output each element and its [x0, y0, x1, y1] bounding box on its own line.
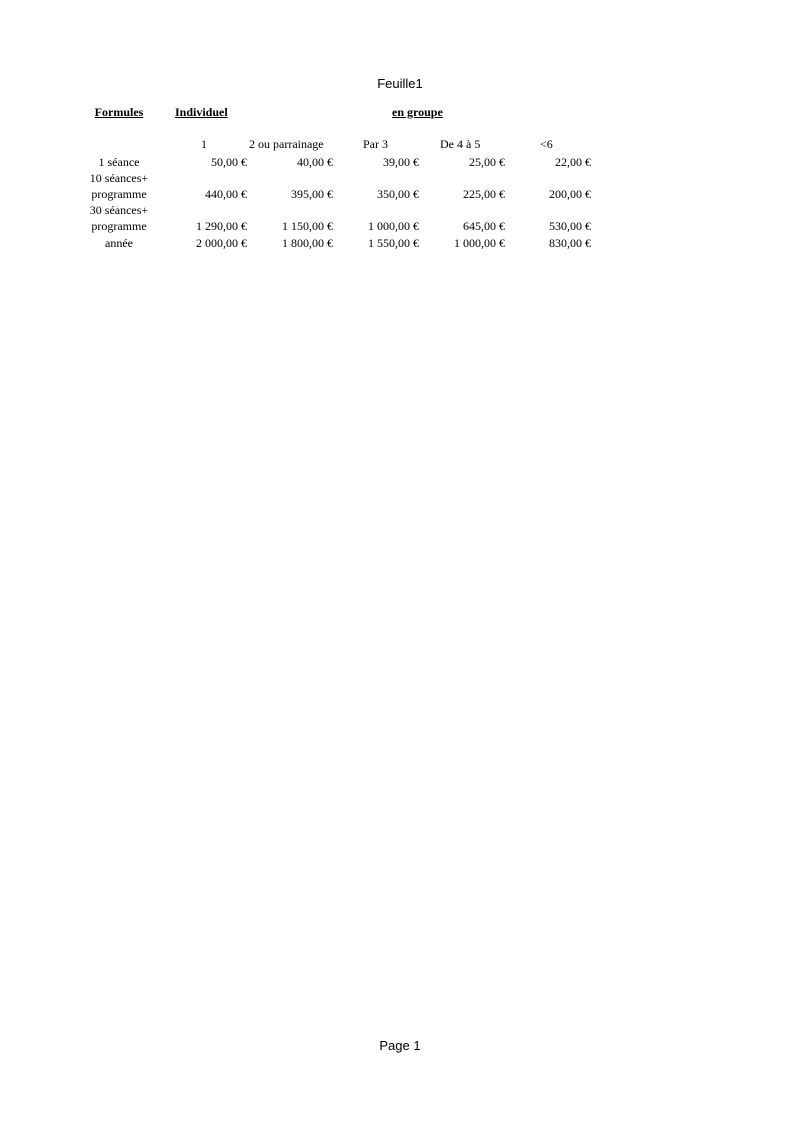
table-cell: 39,00 € [383, 155, 419, 169]
page-footer: Page 1 [379, 1038, 421, 1053]
row-label-10-seances-line2: programme [91, 187, 147, 201]
row-label-1-seance: 1 séance [98, 155, 140, 169]
table-cell: 25,00 € [469, 155, 505, 169]
table-cell: 1 150,00 € [282, 219, 333, 233]
table-cell: 395,00 € [291, 187, 333, 201]
table-cell: 1 000,00 € [368, 219, 419, 233]
row-label-30-seances-line2: programme [91, 219, 147, 233]
table-cell: 1 000,00 € [454, 236, 505, 250]
subheader-1: 1 [201, 137, 207, 151]
table-cell: 830,00 € [549, 236, 591, 250]
table-cell: 1 800,00 € [282, 236, 333, 250]
table-cell: 200,00 € [549, 187, 591, 201]
table-cell: 40,00 € [297, 155, 333, 169]
table-cell: 1 550,00 € [368, 236, 419, 250]
subheader-lt6: <6 [540, 137, 553, 151]
table-cell: 225,00 € [463, 187, 505, 201]
subheader-de-4-a-5: De 4 à 5 [440, 137, 481, 151]
row-label-10-seances-line1: 10 séances+ [89, 171, 149, 185]
row-label-annee: année [105, 236, 133, 250]
row-label-30-seances-line1: 30 séances+ [89, 203, 149, 217]
table-cell: 1 290,00 € [196, 219, 247, 233]
header-individuel: Individuel [175, 105, 228, 119]
subheader-2-ou-parrainage: 2 ou parrainage [249, 137, 324, 151]
table-cell: 440,00 € [205, 187, 247, 201]
table-cell: 530,00 € [549, 219, 591, 233]
table-cell: 22,00 € [555, 155, 591, 169]
header-en-groupe: en groupe [392, 105, 443, 119]
table-cell: 2 000,00 € [196, 236, 247, 250]
table-cell: 50,00 € [211, 155, 247, 169]
table-cell: 645,00 € [463, 219, 505, 233]
subheader-par-3: Par 3 [363, 137, 388, 151]
sheet-title: Feuille1 [377, 76, 423, 91]
table-cell: 350,00 € [377, 187, 419, 201]
header-formules: Formules [94, 105, 144, 119]
